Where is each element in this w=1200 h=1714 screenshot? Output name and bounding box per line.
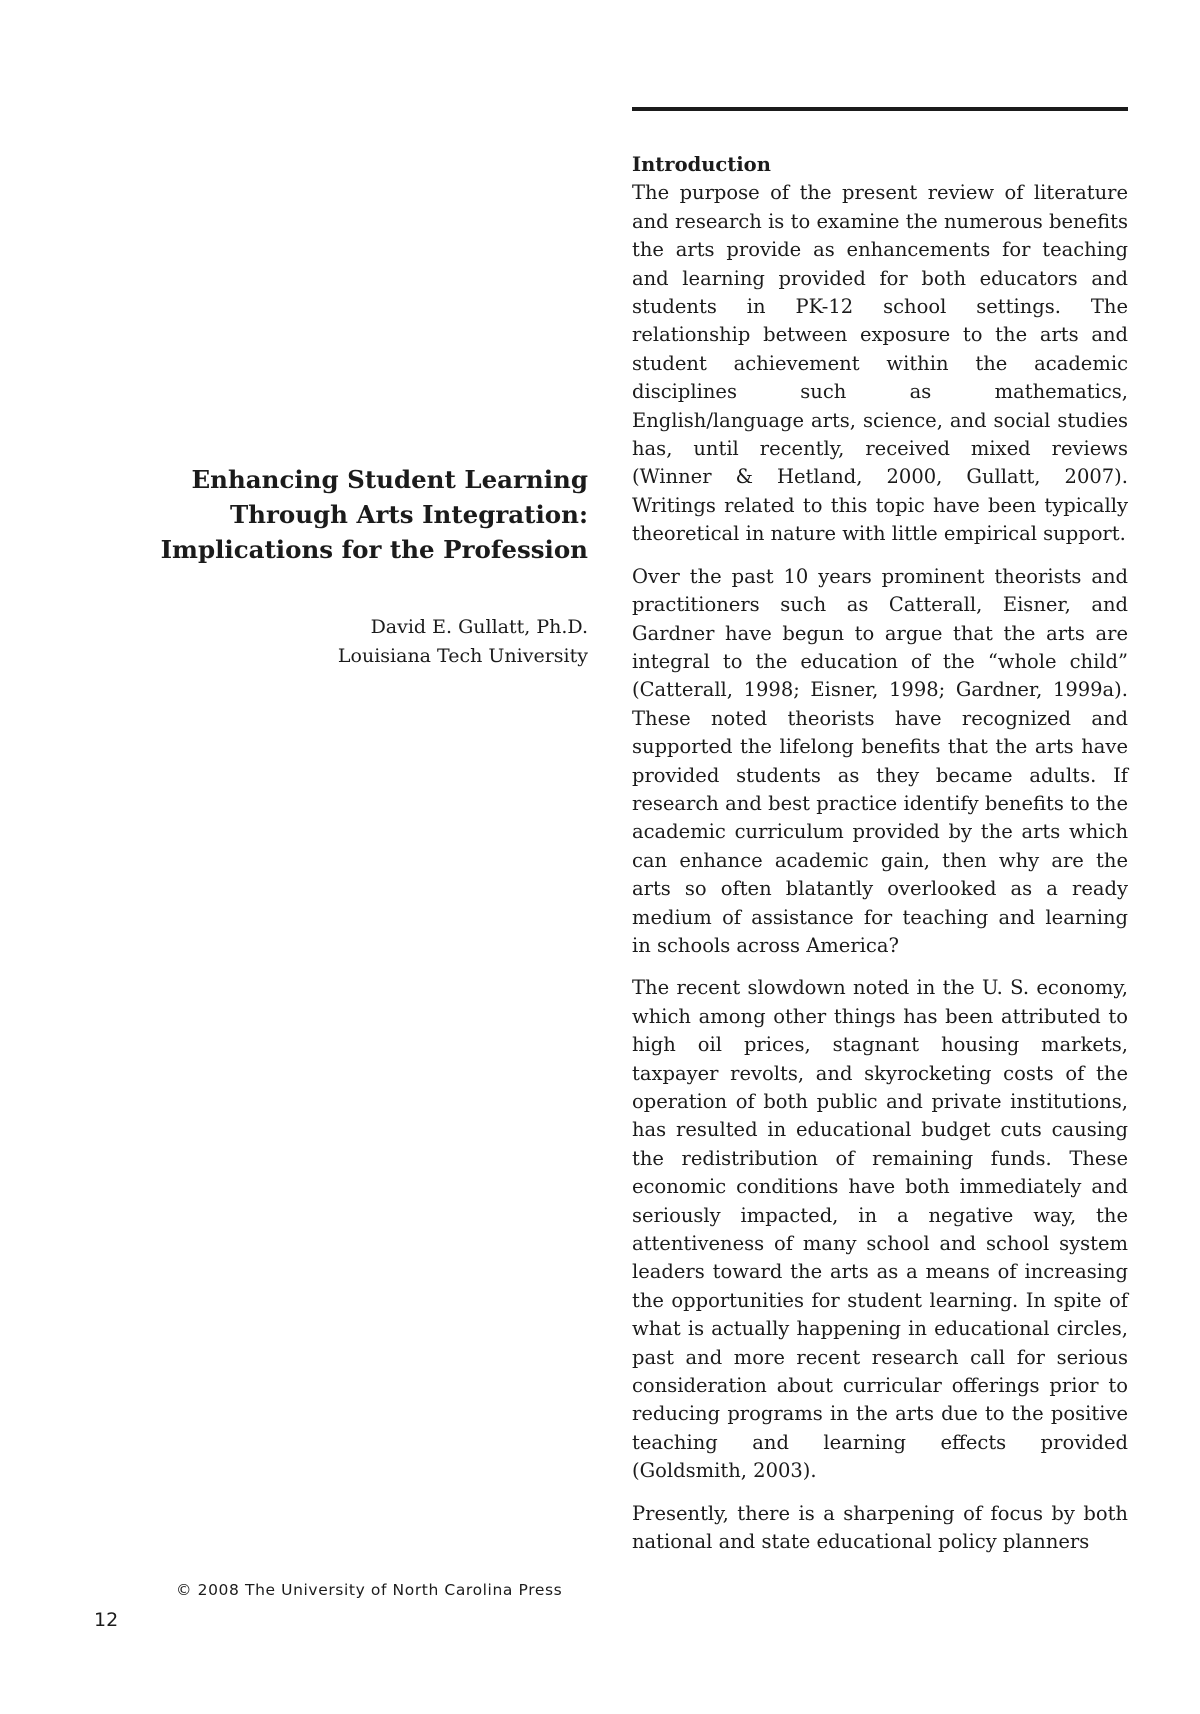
article-title: Enhancing Student Learning Through Arts Integration: Implications for the Profession <box>160 465 588 564</box>
copyright-notice: © 2008 The University of North Carolina Press <box>176 1581 563 1599</box>
page-number: 12 <box>94 1609 119 1631</box>
body-paragraph-4: Presently, there is a sharpening of focus by both national and state educational policy planners <box>632 1501 1128 1554</box>
top-rule <box>632 107 1128 111</box>
body-paragraph-1: The purpose of the present review of literature and research is to examine the numerous benefits the arts provide as enhancements for teaching and learning provided for both educators and students in PK-12 school settings. The relationship between exposure to the arts and student achievement within the academic disciplines such as mathematics, English/language arts, science, and social studies has, until recently, received mixed reviews (Winner & Hetland, 2000, Gullatt, 2007). Writings related to this topic have been typically theoretical in nature with little empirical support. <box>632 181 1128 546</box>
section-heading: Introduction <box>632 153 771 176</box>
author-block <box>120 613 588 671</box>
title-block <box>120 462 588 671</box>
body-column <box>632 151 1128 1571</box>
author-name: David E. Gullatt, Ph.D. <box>370 616 588 638</box>
author-affiliation: Louisiana Tech University <box>337 645 588 667</box>
body-paragraph-3: The recent slowdown noted in the U. S. economy, which among other things has been attributed to high oil prices, stagnant housing markets, taxpayer revolts, and skyrocketing costs of the operation of both public and private institutions, has resulted in educational budget cuts causing the redistribution of remaining funds. These economic conditions have both immediately and seriously impacted, in a negative way, the attentiveness of many school and school system leaders toward the arts as a means of increasing the opportunities for student learning. In spite of what is actually happening in educational circles, past and more recent research call for serious consideration about curricular offerings prior to reducing programs in the arts due to the positive teaching and learning effects provided (Goldsmith, 2003). <box>632 976 1128 1483</box>
body-paragraph-2: Over the past 10 years prominent theorists and practitioners such as Catterall, Eisner, and Gardner have begun to argue that the arts are integral to the education of the “whole child” (Catterall, 1998; Eisner, 1998; Gardner, 1999a). These noted theorists have recognized and supported the lifelong benefits that the arts have provided students as they became adults. If research and best practice identify benefits to the academic curriculum provided by the arts which can enhance academic gain, then why are the arts so often blatantly overlooked as a ready medium of assistance for teaching and learning in schools across America? <box>632 564 1128 957</box>
